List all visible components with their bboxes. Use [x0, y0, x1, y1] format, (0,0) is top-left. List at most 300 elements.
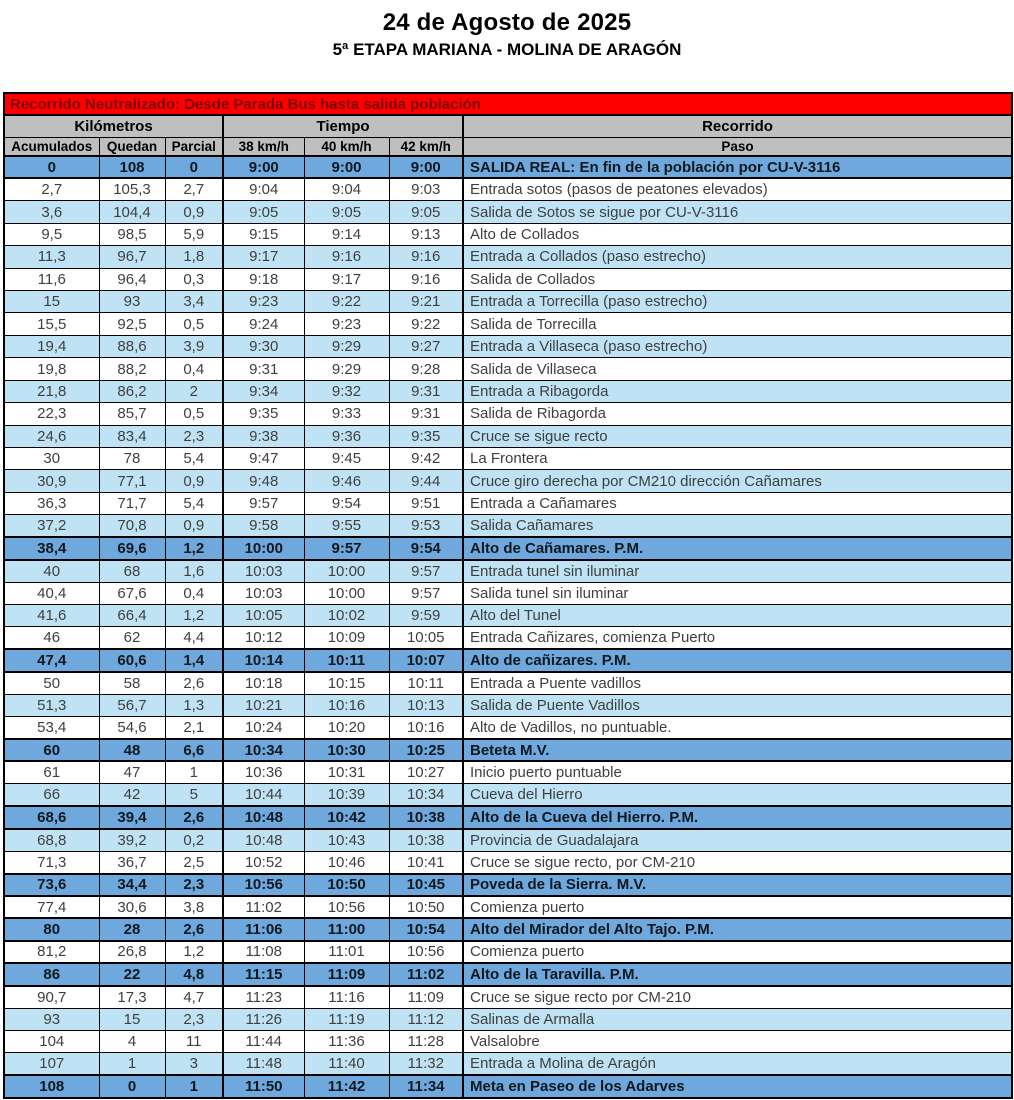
column-header: Acumulados	[4, 137, 99, 156]
table-row	[4, 447, 1012, 469]
value-cell: 56,7	[99, 694, 165, 716]
value-cell: 69,6	[99, 537, 165, 559]
paso-cell: Alto de Vadillos, no puntuable.	[463, 717, 1012, 739]
value-cell: 9:58	[223, 515, 304, 537]
value-cell: 0,9	[165, 470, 223, 492]
value-cell: 30	[4, 447, 99, 469]
value-cell: 6,6	[165, 739, 223, 761]
paso-cell: Entrada a Torrecilla (paso estrecho)	[463, 291, 1012, 313]
paso-cell: Entrada Cañizares, comienza Puerto	[463, 627, 1012, 649]
value-cell: 70,8	[99, 515, 165, 537]
value-cell: 9:31	[389, 403, 463, 425]
value-cell: 37,2	[4, 515, 99, 537]
table-row	[4, 784, 1012, 806]
value-cell: 9:35	[223, 403, 304, 425]
value-cell: 10:09	[304, 627, 389, 649]
paso-cell: Entrada a Ribagorda	[463, 380, 1012, 402]
value-cell: 9:13	[389, 223, 463, 245]
column-header: 42 km/h	[389, 137, 463, 156]
value-cell: 77,4	[4, 896, 99, 918]
table-row	[4, 963, 1012, 985]
value-cell: 4,4	[165, 627, 223, 649]
value-cell: 9:16	[389, 246, 463, 268]
value-cell: 9:55	[304, 515, 389, 537]
value-cell: 15,5	[4, 313, 99, 335]
value-cell: 10:34	[389, 784, 463, 806]
value-cell: 9:57	[389, 560, 463, 582]
value-cell: 1,2	[165, 537, 223, 559]
value-cell: 9:57	[389, 582, 463, 604]
table-row	[4, 649, 1012, 671]
value-cell: 11:28	[389, 1030, 463, 1052]
value-cell: 81,2	[4, 941, 99, 963]
value-cell: 48	[99, 739, 165, 761]
value-cell: 11:02	[389, 963, 463, 985]
value-cell: 10:07	[389, 649, 463, 671]
table-row	[4, 1075, 1012, 1097]
value-cell: 77,1	[99, 470, 165, 492]
value-cell: 0	[165, 156, 223, 178]
value-cell: 26,8	[99, 941, 165, 963]
value-cell: 22,3	[4, 403, 99, 425]
value-cell: 4,7	[165, 986, 223, 1008]
value-cell: 68,8	[4, 829, 99, 851]
value-cell: 10:16	[304, 694, 389, 716]
value-cell: 0	[99, 1075, 165, 1097]
value-cell: 1,2	[165, 604, 223, 626]
paso-cell: Alto de la Cueva del Hierro. P.M.	[463, 806, 1012, 828]
value-cell: 9:21	[389, 291, 463, 313]
value-cell: 9:04	[304, 178, 389, 200]
value-cell: 11:34	[389, 1075, 463, 1097]
table-row	[4, 268, 1012, 290]
value-cell: 10:56	[389, 941, 463, 963]
value-cell: 2	[165, 380, 223, 402]
value-cell: 10:45	[389, 874, 463, 896]
value-cell: 9:24	[223, 313, 304, 335]
value-cell: 10:20	[304, 717, 389, 739]
table-row	[4, 717, 1012, 739]
value-cell: 10:25	[389, 739, 463, 761]
value-cell: 96,4	[99, 268, 165, 290]
paso-cell: Salida de Collados	[463, 268, 1012, 290]
value-cell: 11:23	[223, 986, 304, 1008]
value-cell: 9:22	[389, 313, 463, 335]
value-cell: 9:31	[223, 358, 304, 380]
table-row	[4, 1053, 1012, 1075]
value-cell: 36,3	[4, 492, 99, 514]
value-cell: 73,6	[4, 874, 99, 896]
value-cell: 47,4	[4, 649, 99, 671]
value-cell: 2,6	[165, 918, 223, 940]
value-cell: 4,8	[165, 963, 223, 985]
value-cell: 2,6	[165, 806, 223, 828]
value-cell: 11:00	[304, 918, 389, 940]
value-cell: 0,9	[165, 515, 223, 537]
value-cell: 40	[4, 560, 99, 582]
value-cell: 1,6	[165, 560, 223, 582]
value-cell: 9:54	[389, 537, 463, 559]
value-cell: 9:18	[223, 268, 304, 290]
table-row	[4, 694, 1012, 716]
paso-cell: Provincia de Guadalajara	[463, 829, 1012, 851]
paso-cell: Cruce giro derecha por CM210 dirección Cañamares	[463, 470, 1012, 492]
group-header: Recorrido	[463, 115, 1012, 137]
paso-cell: Entrada a Collados (paso estrecho)	[463, 246, 1012, 268]
value-cell: 9:46	[304, 470, 389, 492]
value-cell: 83,4	[99, 425, 165, 447]
value-cell: 9:45	[304, 447, 389, 469]
table-row	[4, 537, 1012, 559]
table-row	[4, 604, 1012, 626]
value-cell: 9:36	[304, 425, 389, 447]
value-cell: 88,6	[99, 335, 165, 357]
value-cell: 17,3	[99, 986, 165, 1008]
group-header: Tiempo	[223, 115, 463, 137]
value-cell: 66,4	[99, 604, 165, 626]
value-cell: 9:51	[389, 492, 463, 514]
value-cell: 10:18	[223, 672, 304, 694]
value-cell: 10:05	[223, 604, 304, 626]
value-cell: 1	[165, 761, 223, 783]
table-row	[4, 223, 1012, 245]
value-cell: 5,4	[165, 447, 223, 469]
table-row	[4, 739, 1012, 761]
value-cell: 9:59	[389, 604, 463, 626]
value-cell: 0,4	[165, 582, 223, 604]
paso-cell: Alto de Collados	[463, 223, 1012, 245]
value-cell: 108	[4, 1075, 99, 1097]
value-cell: 60,6	[99, 649, 165, 671]
value-cell: 10:12	[223, 627, 304, 649]
value-cell: 39,2	[99, 829, 165, 851]
value-cell: 9:16	[389, 268, 463, 290]
paso-cell: Cruce se sigue recto por CM-210	[463, 986, 1012, 1008]
value-cell: 9:27	[389, 335, 463, 357]
value-cell: 11:16	[304, 986, 389, 1008]
value-cell: 9:15	[223, 223, 304, 245]
paso-cell: Salida de Puente Vadillos	[463, 694, 1012, 716]
value-cell: 9:00	[304, 156, 389, 178]
paso-cell: Cueva del Hierro	[463, 784, 1012, 806]
value-cell: 71,3	[4, 851, 99, 873]
value-cell: 11:36	[304, 1030, 389, 1052]
value-cell: 9:54	[304, 492, 389, 514]
value-cell: 2,5	[165, 851, 223, 873]
value-cell: 11:50	[223, 1075, 304, 1097]
value-cell: 2,7	[4, 178, 99, 200]
value-cell: 9:22	[304, 291, 389, 313]
value-cell: 11:01	[304, 941, 389, 963]
value-cell: 11:08	[223, 941, 304, 963]
value-cell: 2,3	[165, 425, 223, 447]
paso-cell: Salida de Villaseca	[463, 358, 1012, 380]
value-cell: 11:40	[304, 1053, 389, 1075]
value-cell: 10:03	[223, 582, 304, 604]
value-cell: 3	[165, 1053, 223, 1075]
value-cell: 10:30	[304, 739, 389, 761]
value-cell: 1,2	[165, 941, 223, 963]
value-cell: 9:34	[223, 380, 304, 402]
value-cell: 10:13	[389, 694, 463, 716]
value-cell: 9,5	[4, 223, 99, 245]
value-cell: 19,8	[4, 358, 99, 380]
paso-cell: Salida Cañamares	[463, 515, 1012, 537]
paso-cell: Meta en Paseo de los Adarves	[463, 1075, 1012, 1097]
value-cell: 9:57	[223, 492, 304, 514]
table-row	[4, 941, 1012, 963]
value-cell: 93	[4, 1008, 99, 1030]
value-cell: 10:38	[389, 806, 463, 828]
value-cell: 10:05	[389, 627, 463, 649]
value-cell: 9:04	[223, 178, 304, 200]
table-row	[4, 380, 1012, 402]
value-cell: 10:16	[389, 717, 463, 739]
table-row	[4, 403, 1012, 425]
value-cell: 24,6	[4, 425, 99, 447]
value-cell: 11:02	[223, 896, 304, 918]
value-cell: 1	[99, 1053, 165, 1075]
value-cell: 2,7	[165, 178, 223, 200]
value-cell: 9:29	[304, 358, 389, 380]
value-cell: 98,5	[99, 223, 165, 245]
value-cell: 5,9	[165, 223, 223, 245]
value-cell: 9:32	[304, 380, 389, 402]
value-cell: 46	[4, 627, 99, 649]
value-cell: 9:03	[389, 178, 463, 200]
value-cell: 67,6	[99, 582, 165, 604]
value-cell: 53,4	[4, 717, 99, 739]
column-header: Parcial	[165, 137, 223, 156]
value-cell: 78	[99, 447, 165, 469]
value-cell: 11	[165, 1030, 223, 1052]
value-cell: 30,9	[4, 470, 99, 492]
paso-cell: Alto de Cañamares. P.M.	[463, 537, 1012, 559]
value-cell: 105,3	[99, 178, 165, 200]
value-cell: 88,2	[99, 358, 165, 380]
value-cell: 2,1	[165, 717, 223, 739]
value-cell: 2,3	[165, 1008, 223, 1030]
value-cell: 0,9	[165, 201, 223, 223]
value-cell: 10:24	[223, 717, 304, 739]
paso-cell: Alto del Mirador del Alto Tajo. P.M.	[463, 918, 1012, 940]
table-row	[4, 246, 1012, 268]
value-cell: 9:35	[389, 425, 463, 447]
value-cell: 66	[4, 784, 99, 806]
table-row	[4, 156, 1012, 178]
value-cell: 21,8	[4, 380, 99, 402]
table-row	[4, 851, 1012, 873]
value-cell: 10:44	[223, 784, 304, 806]
paso-cell: Alto de la Taravilla. P.M.	[463, 963, 1012, 985]
value-cell: 9:23	[223, 291, 304, 313]
value-cell: 68	[99, 560, 165, 582]
value-cell: 62	[99, 627, 165, 649]
table-row	[4, 986, 1012, 1008]
value-cell: 3,4	[165, 291, 223, 313]
value-cell: 10:14	[223, 649, 304, 671]
paso-cell: Salida de Torrecilla	[463, 313, 1012, 335]
column-header: 38 km/h	[223, 137, 304, 156]
value-cell: 1	[165, 1075, 223, 1097]
value-cell: 85,7	[99, 403, 165, 425]
value-cell: 9:31	[389, 380, 463, 402]
value-cell: 11:42	[304, 1075, 389, 1097]
value-cell: 10:54	[389, 918, 463, 940]
value-cell: 10:00	[304, 560, 389, 582]
route-table-head	[4, 93, 1012, 156]
value-cell: 41,6	[4, 604, 99, 626]
column-header: Quedan	[99, 137, 165, 156]
value-cell: 36,7	[99, 851, 165, 873]
value-cell: 10:27	[389, 761, 463, 783]
value-cell: 10:52	[223, 851, 304, 873]
table-row	[4, 335, 1012, 357]
title-block	[0, 0, 1014, 61]
value-cell: 30,6	[99, 896, 165, 918]
value-cell: 10:31	[304, 761, 389, 783]
value-cell: 108	[99, 156, 165, 178]
paso-cell: La Frontera	[463, 447, 1012, 469]
table-row	[4, 806, 1012, 828]
table-row	[4, 560, 1012, 582]
paso-cell: Alto de cañizares. P.M.	[463, 649, 1012, 671]
value-cell: 0,5	[165, 403, 223, 425]
value-cell: 10:11	[304, 649, 389, 671]
paso-cell: Entrada a Puente vadillos	[463, 672, 1012, 694]
value-cell: 0,3	[165, 268, 223, 290]
paso-cell: Valsalobre	[463, 1030, 1012, 1052]
neutralized-banner-row	[4, 93, 1012, 115]
value-cell: 15	[4, 291, 99, 313]
paso-cell: Alto del Tunel	[463, 604, 1012, 626]
paso-cell: Entrada a Cañamares	[463, 492, 1012, 514]
value-cell: 11:19	[304, 1008, 389, 1030]
value-cell: 10:42	[304, 806, 389, 828]
table-row	[4, 470, 1012, 492]
value-cell: 3,8	[165, 896, 223, 918]
table-row	[4, 829, 1012, 851]
value-cell: 0,5	[165, 313, 223, 335]
column-header: 40 km/h	[304, 137, 389, 156]
stage-subtitle: 5ª ETAPA MARIANA - MOLINA DE ARAGÓN	[332, 40, 682, 59]
value-cell: 107	[4, 1053, 99, 1075]
value-cell: 9:05	[389, 201, 463, 223]
paso-cell: Poveda de la Sierra. M.V.	[463, 874, 1012, 896]
paso-cell: Cruce se sigue recto, por CM-210	[463, 851, 1012, 873]
value-cell: 104,4	[99, 201, 165, 223]
value-cell: 10:48	[223, 829, 304, 851]
value-cell: 10:50	[304, 874, 389, 896]
value-cell: 9:05	[304, 201, 389, 223]
value-cell: 10:00	[304, 582, 389, 604]
table-row	[4, 672, 1012, 694]
value-cell: 11,6	[4, 268, 99, 290]
table-row	[4, 761, 1012, 783]
value-cell: 9:44	[389, 470, 463, 492]
value-cell: 96,7	[99, 246, 165, 268]
value-cell: 10:56	[304, 896, 389, 918]
table-row	[4, 627, 1012, 649]
value-cell: 9:30	[223, 335, 304, 357]
value-cell: 3,9	[165, 335, 223, 357]
value-cell: 92,5	[99, 313, 165, 335]
column-header-row	[4, 137, 1012, 156]
value-cell: 9:53	[389, 515, 463, 537]
value-cell: 15	[99, 1008, 165, 1030]
value-cell: 11:15	[223, 963, 304, 985]
value-cell: 10:02	[304, 604, 389, 626]
value-cell: 9:00	[223, 156, 304, 178]
paso-cell: Inicio puerto puntuable	[463, 761, 1012, 783]
value-cell: 9:23	[304, 313, 389, 335]
value-cell: 10:46	[304, 851, 389, 873]
value-cell: 1,3	[165, 694, 223, 716]
value-cell: 11:32	[389, 1053, 463, 1075]
group-header: Kilómetros	[4, 115, 223, 137]
paso-cell: Entrada a Molina de Aragón	[463, 1053, 1012, 1075]
paso-cell: SALIDA REAL: En fin de la población por CU-V-3116	[463, 156, 1012, 178]
paso-cell: Salinas de Armalla	[463, 1008, 1012, 1030]
value-cell: 9:28	[389, 358, 463, 380]
value-cell: 0,2	[165, 829, 223, 851]
value-cell: 5	[165, 784, 223, 806]
value-cell: 9:57	[304, 537, 389, 559]
table-row	[4, 425, 1012, 447]
table-row	[4, 492, 1012, 514]
value-cell: 51,3	[4, 694, 99, 716]
value-cell: 80	[4, 918, 99, 940]
value-cell: 9:42	[389, 447, 463, 469]
table-row	[4, 1030, 1012, 1052]
group-header-row	[4, 115, 1012, 137]
value-cell: 9:05	[223, 201, 304, 223]
value-cell: 4	[99, 1030, 165, 1052]
table-row	[4, 291, 1012, 313]
table-row	[4, 358, 1012, 380]
paso-cell: Salida de Sotos se sigue por CU-V-3116	[463, 201, 1012, 223]
value-cell: 10:36	[223, 761, 304, 783]
value-cell: 9:29	[304, 335, 389, 357]
value-cell: 9:17	[223, 246, 304, 268]
value-cell: 68,6	[4, 806, 99, 828]
paso-cell: Beteta M.V.	[463, 739, 1012, 761]
value-cell: 90,7	[4, 986, 99, 1008]
value-cell: 9:00	[389, 156, 463, 178]
value-cell: 11:09	[389, 986, 463, 1008]
value-cell: 19,4	[4, 335, 99, 357]
value-cell: 34,4	[99, 874, 165, 896]
value-cell: 10:38	[389, 829, 463, 851]
value-cell: 9:48	[223, 470, 304, 492]
value-cell: 10:21	[223, 694, 304, 716]
value-cell: 10:43	[304, 829, 389, 851]
value-cell: 9:33	[304, 403, 389, 425]
paso-cell: Comienza puerto	[463, 896, 1012, 918]
value-cell: 2,3	[165, 874, 223, 896]
value-cell: 3,6	[4, 201, 99, 223]
table-row	[4, 515, 1012, 537]
table-row	[4, 178, 1012, 200]
value-cell: 38,4	[4, 537, 99, 559]
value-cell: 71,7	[99, 492, 165, 514]
value-cell: 104	[4, 1030, 99, 1052]
table-row	[4, 582, 1012, 604]
table-row	[4, 313, 1012, 335]
paso-cell: Cruce se sigue recto	[463, 425, 1012, 447]
value-cell: 61	[4, 761, 99, 783]
value-cell: 42	[99, 784, 165, 806]
